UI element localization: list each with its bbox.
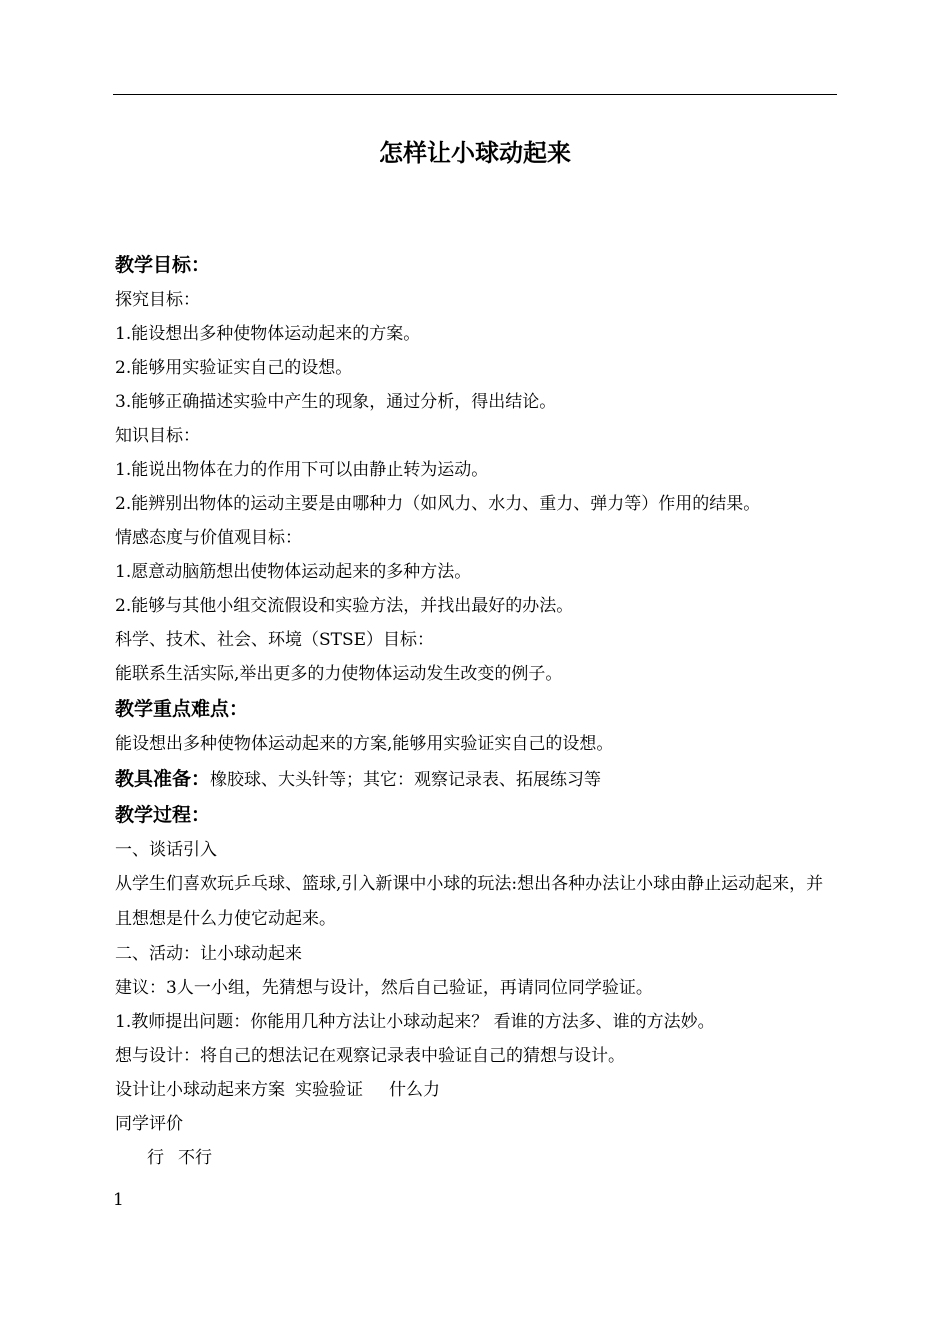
knowledge-goal-item: 1.能说出物体在力的作用下可以由静止转为运动。 [115, 460, 489, 480]
materials-text: 橡胶球、大头针等；其它：观察记录表、拓展练习等 [210, 770, 602, 790]
explore-goal-item: 3.能够正确描述实验中产生的现象，通过分析，得出结论。 [115, 392, 557, 412]
section1-title: 一、谈话引入 [115, 840, 217, 860]
explore-goal-item: 1.能设想出多种使物体运动起来的方案。 [115, 324, 421, 344]
knowledge-goals-label: 知识目标： [115, 426, 200, 446]
emotion-goal-item: 2.能够与其他小组交流假设和实验方法，并找出最好的办法。 [115, 596, 574, 616]
document-body [115, 247, 839, 1175]
process-heading: 教学过程： [115, 804, 211, 826]
teacher-question: 1.教师提出问题：你能用几种方法让小球动起来？ 看谁的方法多、谁的方法妙。 [115, 1012, 715, 1032]
document-title: 怎样让小球动起来 [379, 139, 571, 167]
section2-title: 二、活动：让小球动起来 [115, 944, 302, 964]
section1-text: 从学生们喜欢玩乒乓球、篮球,引入新课中小球的玩法:想出各种办法让小球由静止运动起来，并且想想是什么力使它动起来。 [115, 874, 824, 929]
goals-heading: 教学目标： [115, 254, 211, 276]
table-header-evaluation: 同学评价 [115, 1114, 183, 1134]
suggestion-text: 建议：3人一小组，先猜想与设计，然后自己验证，再请同位同学验证。 [115, 978, 653, 998]
option-ok: 行 [147, 1148, 164, 1168]
emotion-goal-item: 1.愿意动脑筋想出使物体运动起来的多种方法。 [115, 562, 472, 582]
table-header-verify: 实验验证 [295, 1080, 363, 1100]
materials-line [115, 761, 839, 797]
explore-goal-item: 2.能够用实验证实自己的设想。 [115, 358, 353, 378]
table-header-force: 什么力 [389, 1080, 440, 1100]
think-design-text: 想与设计：将自己的想法记在观察记录表中验证自己的猜想与设计。 [115, 1046, 625, 1066]
option-not-ok: 不行 [178, 1148, 212, 1168]
table-header-plan: 设计让小球动起来方案 [115, 1080, 285, 1100]
knowledge-goal-item: 2.能辨别出物体的运动主要是由哪种力（如风力、水力、重力、弹力等）作用的结果。 [115, 494, 761, 514]
emotion-goals-label: 情感态度与价值观目标： [115, 528, 302, 548]
stse-goal-text: 能联系生活实际,举出更多的力使物体运动发生改变的例子。 [115, 664, 563, 684]
header-rule [113, 94, 837, 95]
key-points-text: 能设想出多种使物体运动起来的方案,能够用实验证实自己的设想。 [115, 734, 614, 754]
materials-heading: 教具准备： [115, 768, 211, 790]
stse-goals-label: 科学、技术、社会、环境（STSE）目标： [115, 630, 435, 650]
table-options-row [115, 1141, 839, 1175]
page-number: 1 [113, 1190, 124, 1210]
record-table-header [115, 1073, 839, 1107]
explore-goals-label: 探究目标： [115, 290, 200, 310]
key-points-heading: 教学重点难点： [115, 698, 249, 720]
